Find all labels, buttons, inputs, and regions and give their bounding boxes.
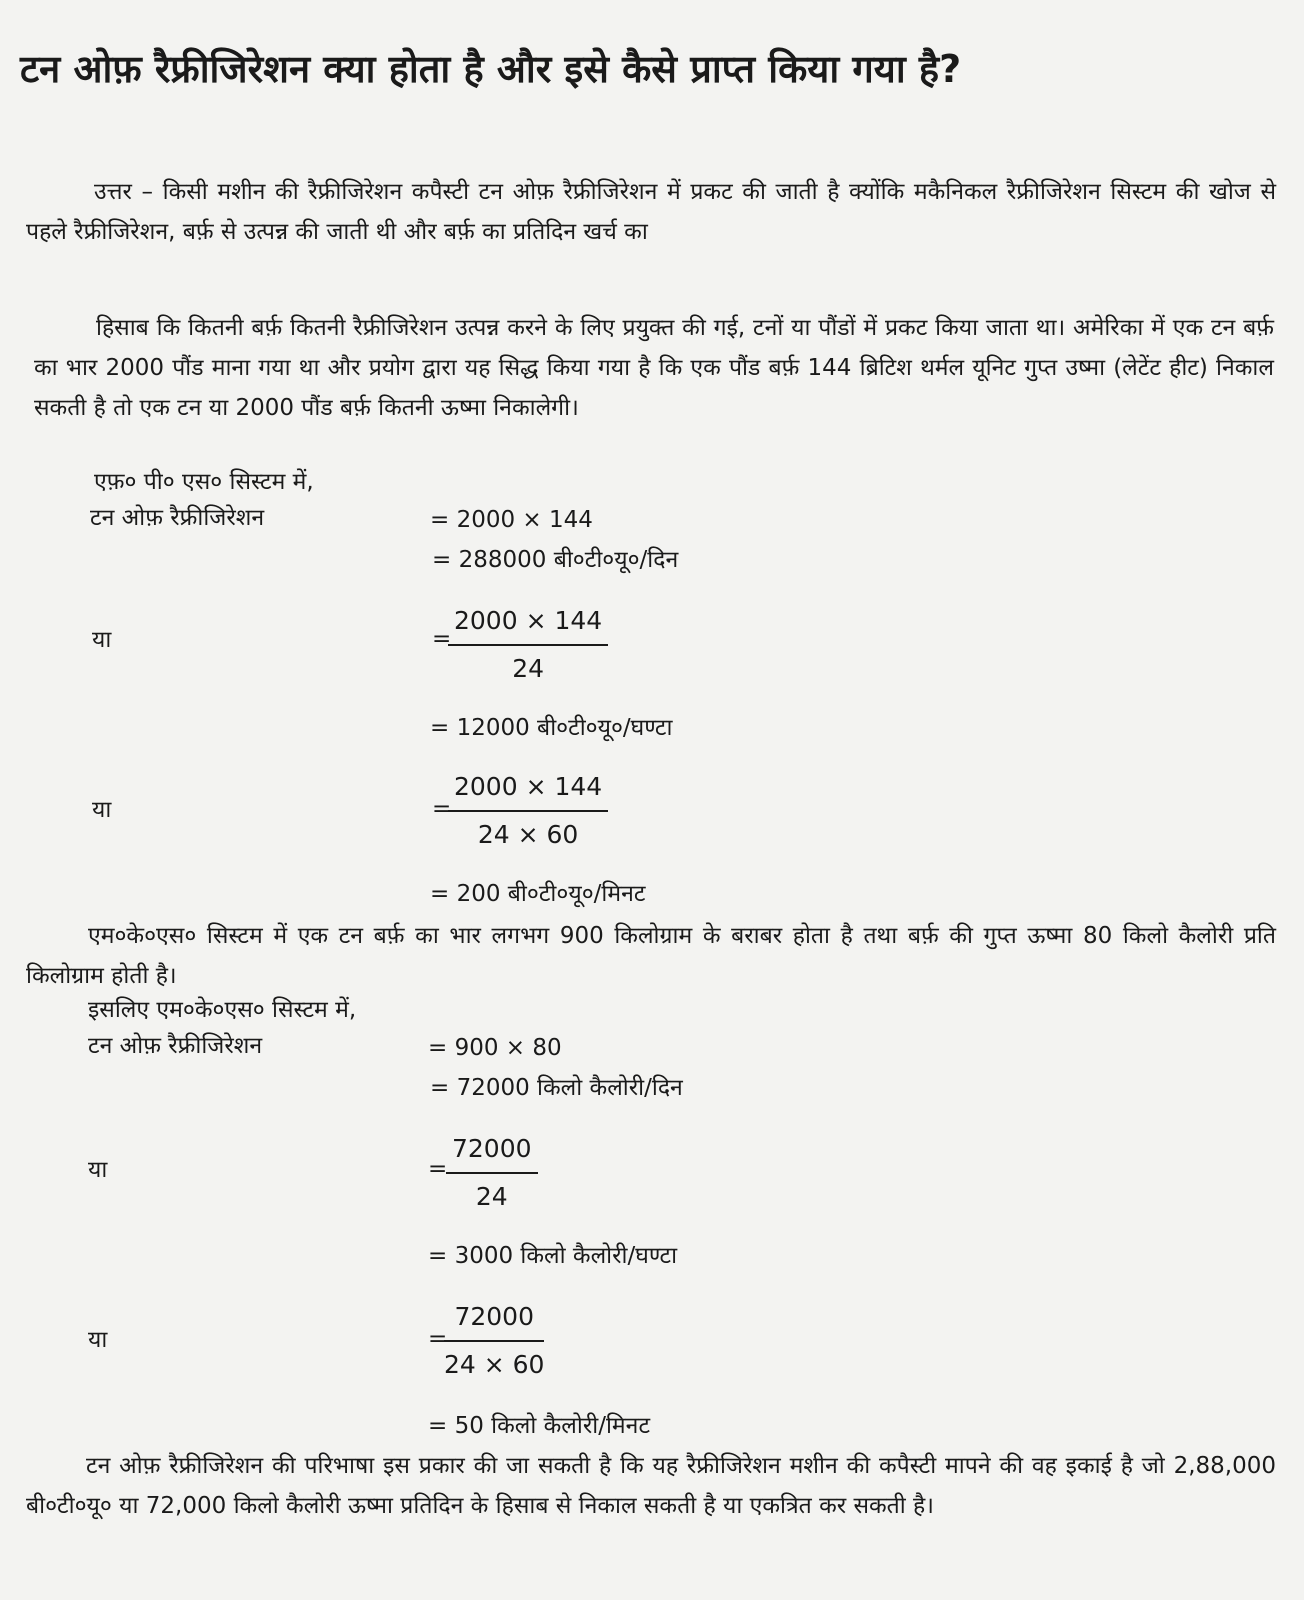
fps-equals-2: = — [432, 796, 452, 822]
mks-or-1: या — [88, 1157, 108, 1183]
fps-intro: एफ़० पी० एस० सिस्टम में, — [94, 469, 314, 495]
fps-fraction-1-numerator: 2000 × 144 — [448, 604, 608, 646]
fps-or-1: या — [92, 627, 112, 653]
page-title: टन ओफ़ रैफ्रीजिरेशन क्या होता है और इसे कैसे प्राप्त किया गया है? — [20, 47, 962, 91]
explanation-paragraph: हिसाब कि कितनी बर्फ़ कितनी रैफ्रीजिरेशन उत्पन्न करने के लिए प्रयुक्त की गई, टनों या पौंडों में प्रकट किया जाता था। अमेरिका में एक टन बर्फ़ का भार 2000 पौंड माना गया था और प्रयोग द्वारा यह सिद्ध किया गया है कि एक पौंड बर्फ़ 144 ब्रिटिश थर्मल यूनिट गुप्त उष्मा (लेटेंट हीट) निकाल सकती है तो एक टन या 2000 पौंड बर्फ़ कितनी ऊष्मा निकालेगी। — [34, 315, 1274, 421]
fps-fraction-2 — [448, 770, 608, 852]
mks-fraction-1-denominator: 24 — [475, 1182, 508, 1211]
fps-fraction-1-denominator: 24 — [512, 654, 544, 683]
fps-fraction-2-numerator: 2000 × 144 — [448, 770, 608, 812]
mks-fraction-2 — [444, 1300, 544, 1382]
fps-fraction-1 — [448, 604, 608, 686]
mks-label: टन ओफ़ रैफ्रीजिरेशन — [88, 1033, 263, 1059]
mks-paragraph: एम०के०एस० सिस्टम में एक टन बर्फ़ का भार लगभग 900 किलोग्राम के बराबर होता है तथा बर्फ़ की गुप्त ऊष्मा 80 किलो कैलोरी प्रति किलोग्राम होती है। — [26, 923, 1276, 989]
fps-or-2: या — [92, 797, 112, 823]
mks-eq3: = 3000 किलो कैलोरी/घण्टा — [428, 1243, 678, 1269]
fps-eq4: = 200 बी०टी०यू०/मिनट — [430, 881, 646, 907]
mks-eq1: = 900 × 80 — [428, 1035, 562, 1061]
mks-fraction-2-denominator: 24 × 60 — [444, 1350, 545, 1379]
mks-equals-2: = — [428, 1326, 448, 1352]
mks-eq4: = 50 किलो कैलोरी/मिनट — [428, 1413, 651, 1439]
fps-eq3: = 12000 बी०टी०यू०/घण्टा — [430, 715, 673, 741]
mks-intro: इसलिए एम०के०एस० सिस्टम में, — [88, 997, 357, 1023]
mks-or-2: या — [88, 1327, 108, 1353]
mks-eq2: = 72000 किलो कैलोरी/दिन — [430, 1075, 683, 1101]
answer-paragraph: उत्तर – किसी मशीन की रैफ्रीजिरेशन कपैस्टी टन ओफ़ रैफ्रीजिरेशन में प्रकट की जाती है क्योंकि मकैनिकल रैफ्रीजिरेशन सिस्टम की खोज से पहले रैफ्रीजिरेशन, बर्फ़ से उत्पन्न की जाती थी और बर्फ़ का प्रतिदिन खर्च का — [26, 179, 1276, 245]
fps-fraction-2-denominator: 24 × 60 — [477, 820, 579, 849]
mks-fraction-1-numerator: 72000 — [446, 1132, 538, 1174]
mks-equals-1: = — [428, 1156, 448, 1182]
mks-fraction-2-numerator: 72000 — [444, 1300, 544, 1342]
mks-fraction-1 — [446, 1132, 538, 1214]
fps-eq2: = 288000 बी०टी०यू०/दिन — [432, 547, 679, 573]
fps-label: टन ओफ़ रैफ्रीजिरेशन — [90, 505, 265, 531]
fps-equals-1: = — [432, 626, 452, 652]
fps-eq1: = 2000 × 144 — [430, 507, 593, 533]
definition-paragraph: टन ओफ़ रैफ्रीजिरेशन की परिभाषा इस प्रकार की जा सकती है कि यह रैफ्रीजिरेशन मशीन की कपैस्टी मापने की वह इकाई है जो 2,88,000 बी०टी०यू० या 72,000 किलो कैलोरी ऊष्मा प्रतिदिन के हिसाब से निकाल सकती है या एकत्रित कर सकती है। — [26, 1453, 1276, 1519]
